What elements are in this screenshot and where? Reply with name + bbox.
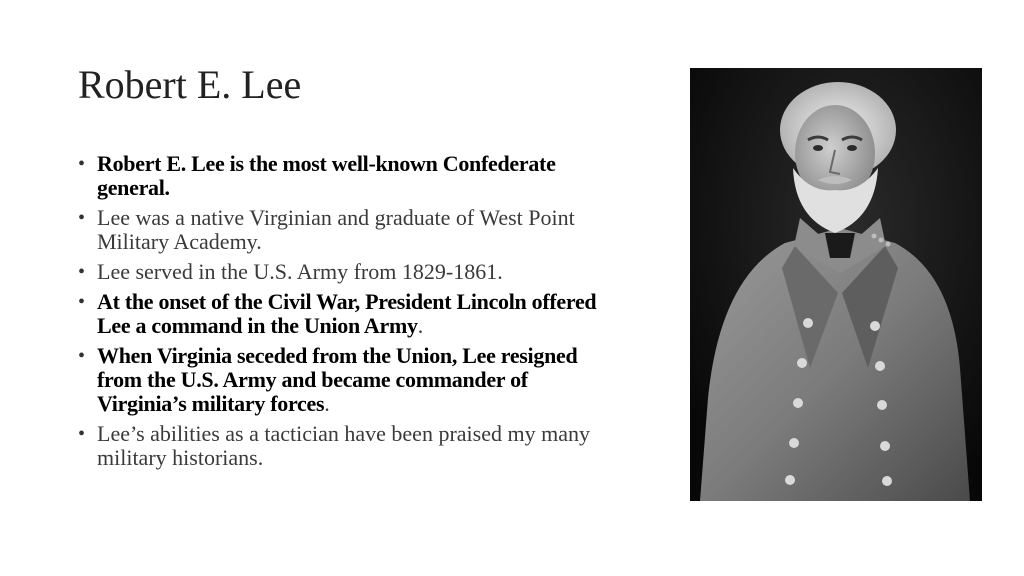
bullet-text: Lee served in the U.S. Army from 1829-1861. — [97, 259, 503, 284]
bullet-tail: . — [324, 391, 330, 416]
bullet-text: Robert E. Lee is the most well-known Confederate general. — [97, 151, 556, 200]
bullet-text: Lee’s abilities as a tactician have been praised my many military historians. — [97, 421, 590, 470]
bullet-item — [78, 206, 618, 254]
bullet-item — [78, 152, 618, 200]
portrait-photo — [690, 68, 982, 501]
bullet-item — [78, 260, 618, 284]
slide-title: Robert E. Lee — [78, 62, 302, 107]
bullet-glyph: • — [78, 291, 86, 313]
bullet-glyph: • — [78, 345, 86, 367]
bullet-text: Lee was a native Virginian and graduate of West Point Military Academy. — [97, 205, 575, 254]
bullet-glyph: • — [78, 153, 86, 175]
bullet-glyph: • — [78, 207, 86, 229]
bullet-item — [78, 344, 618, 416]
bullet-text: When Virginia seceded from the Union, Lee resigned from the U.S. Army and became commander of Virginia’s military forces — [97, 343, 578, 416]
bullet-item — [78, 422, 618, 470]
bullet-tail: . — [417, 313, 424, 338]
bullet-glyph: • — [78, 423, 86, 445]
bullet-item — [78, 290, 618, 338]
portrait-illustration — [690, 68, 982, 501]
bullet-list — [78, 152, 618, 476]
bullet-text: At the onset of the Civil War, President Lincoln offered Lee a command in the Union Army — [97, 289, 597, 338]
bullet-glyph: • — [78, 261, 86, 283]
